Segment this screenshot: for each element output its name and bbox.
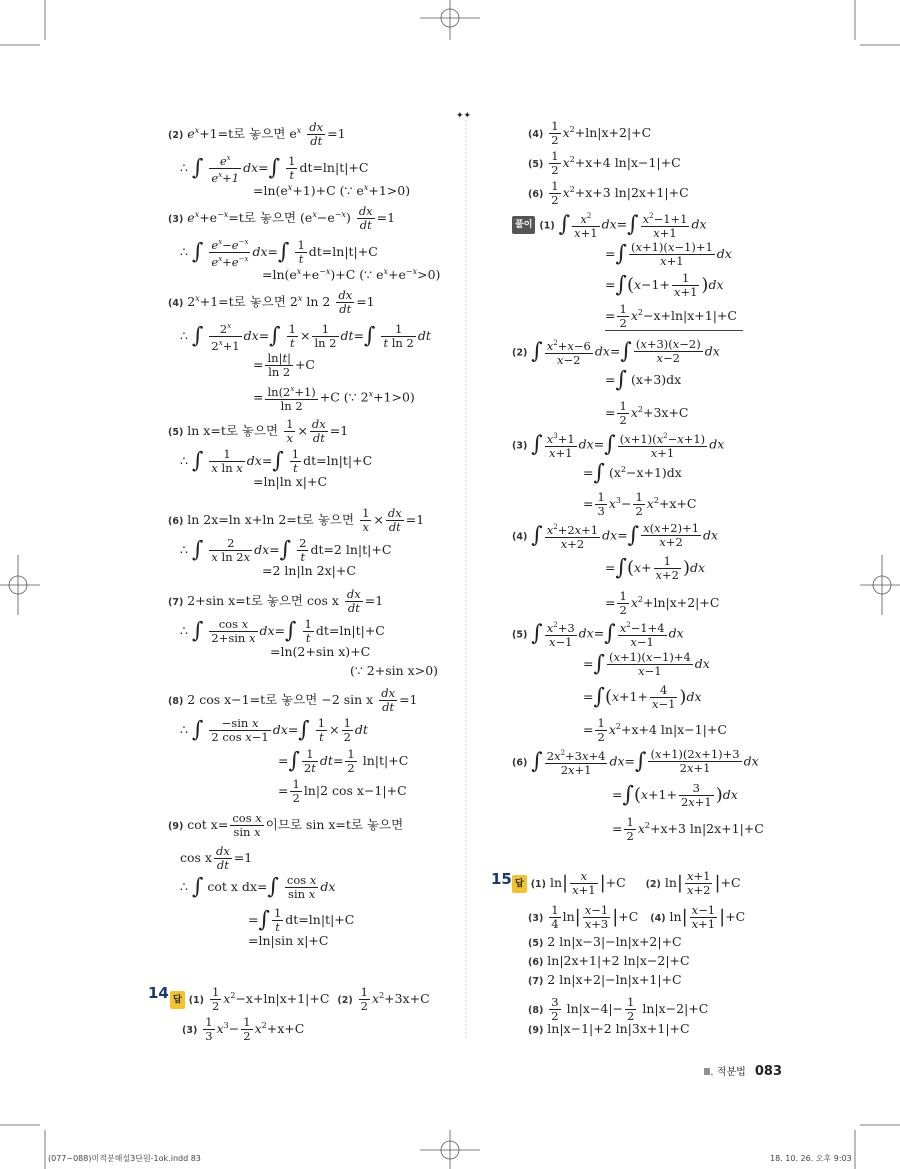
divider-ornament: ✦✦: [456, 111, 472, 121]
answer-badge: 답: [170, 991, 185, 1009]
part-label: (2): [168, 130, 184, 141]
page-number: 083: [754, 1064, 782, 1079]
page-footer: [704, 1060, 782, 1079]
print-timestamp: 18. 10. 26. 오후 9:03: [770, 1154, 852, 1163]
section-title: Ⅲ. 적분법: [703, 1067, 746, 1078]
solution-badge: 풀이: [512, 216, 535, 234]
file-info: (077~088)미적분해설3단원-1ok.indd 83: [48, 1154, 201, 1163]
question-number: 14: [148, 984, 169, 1002]
answer-badge: 답: [512, 875, 527, 893]
question-number: 15: [491, 870, 512, 888]
